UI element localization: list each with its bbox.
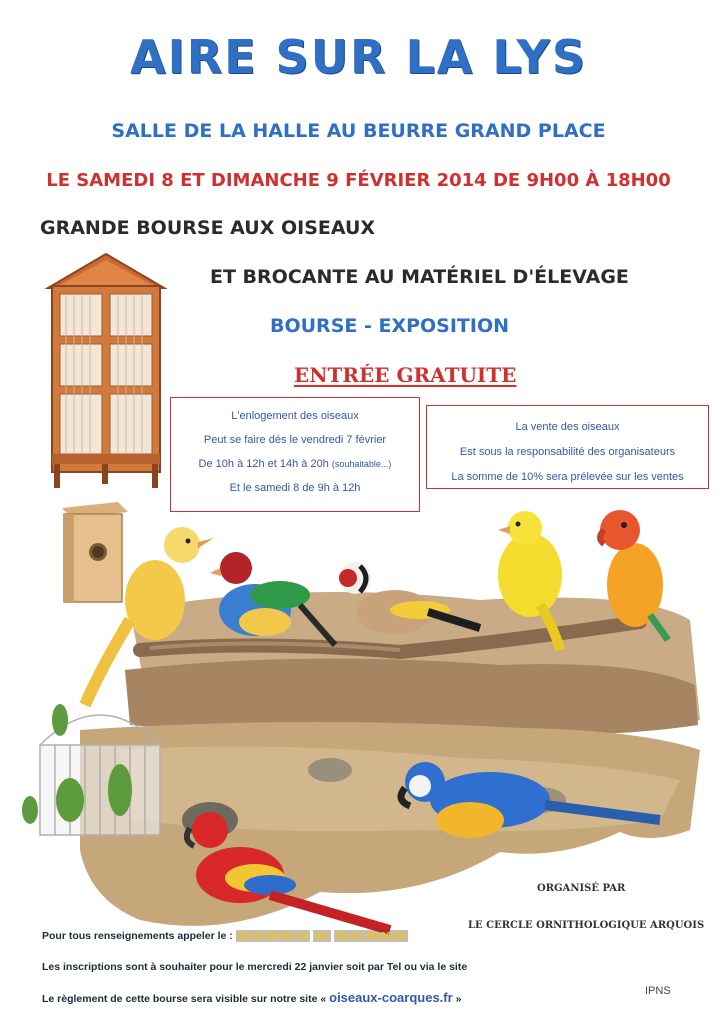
rules-line: Le règlement de cette bourse sera visible sur notre site « oiseaux-coarques.fr »	[42, 990, 462, 1005]
event-line-exhibition: BOURSE - EXPOSITION	[270, 315, 510, 337]
phone-number-2: 03.21.39.20.31	[336, 930, 407, 942]
contact-line: Pour tous renseignements appeler le : 03.21.93.81.18 Ou 03.21.39.20.31	[42, 930, 407, 942]
website-link[interactable]: oiseaux-coarques.fr	[329, 990, 453, 1005]
dates-line: LE SAMEDI 8 ET DIMANCHE 9 FÉVRIER 2014 DE 9H00 À 18H00	[46, 170, 671, 191]
sales-info-box	[426, 405, 709, 489]
free-entry-heading: ENTRÉE GRATUITE	[294, 363, 517, 387]
phone-number-1: 03.21.93.81.18	[237, 930, 308, 942]
event-line-bird-fair: GRANDE BOURSE AUX OISEAUX	[40, 217, 376, 239]
organizer-name: LE CERCLE ORNITHOLOGIQUE ARQUOIS	[468, 920, 705, 931]
sales-line-2: Est sous la responsabilité des organisateurs	[459, 446, 676, 458]
sales-line-3: La somme de 10% sera prélevée sur les ventes	[451, 471, 684, 483]
lodging-line-4: Et le samedi 8 de 9h à 12h	[229, 482, 361, 494]
lodging-line-1: L'enlogement des oiseaux	[231, 410, 359, 422]
aviary-cage-image	[44, 250, 168, 490]
lodging-line-2: Peut se faire dés le vendredi 7 février	[203, 434, 387, 446]
sales-line-1: La vente des oiseaux	[515, 421, 620, 433]
poster-title: AIRE SUR LA LYS	[129, 30, 587, 84]
organized-by-label: ORGANISÉ PAR	[537, 883, 626, 894]
phone-or: Ou	[314, 930, 330, 942]
ipns-mark: IPNS	[645, 985, 671, 997]
registration-line: Les inscriptions sont à souhaiter pour le mercredi 22 janvier soit par Tel ou via le site	[42, 961, 468, 973]
lodging-info-box	[170, 397, 420, 512]
lodging-line-3: De 10h à 12h et 14h à 20h (souhaitable...)	[198, 458, 392, 470]
lodging-note: (souhaitable...)	[331, 459, 392, 469]
venue-line: SALLE DE LA HALLE AU BEURRE GRAND PLACE	[111, 120, 606, 142]
event-line-flea-market: ET BROCANTE AU MATÉRIEL D'ÉLEVAGE	[210, 266, 629, 288]
